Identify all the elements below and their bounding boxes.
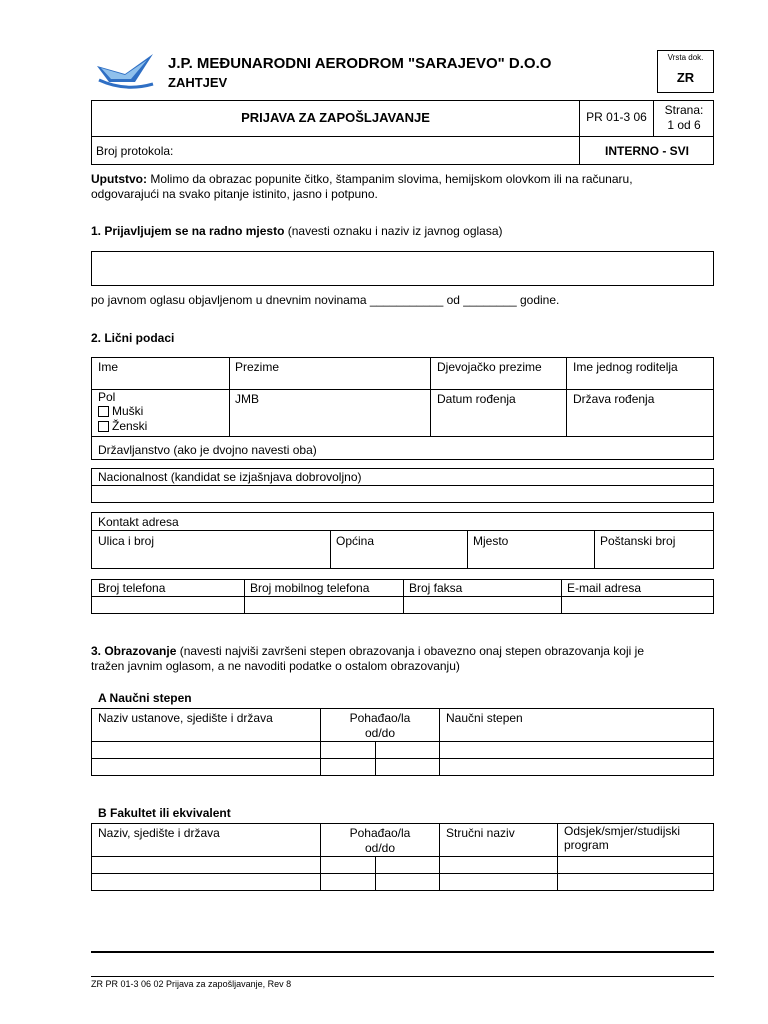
- document-subtitle: ZAHTJEV: [168, 75, 228, 90]
- section3-heading: 3. Obrazovanje (navesti najviši završeni stepen obrazovanja i obavezno onaj stepen obrazovanja koji je tražen javnim oglasom, a ne navoditi podatke o ostalom obrazovanju): [91, 644, 644, 673]
- document-type-label: Vrsta dok.: [667, 53, 704, 62]
- protocol-number-label: Broj protokola:: [96, 144, 174, 158]
- footer-text: ZR PR 01-3 06 02 Prijava za zapošljavanje, Rev 8: [91, 979, 292, 989]
- page-value: 1 od 6: [667, 118, 701, 132]
- parent-name-field[interactable]: Ime jednog roditelja: [573, 360, 678, 374]
- street-field[interactable]: Ulica i broj: [98, 534, 155, 548]
- footer-rule: [91, 951, 714, 953]
- birth-date-field[interactable]: Datum rođenja: [437, 392, 516, 406]
- gender-female-checkbox[interactable]: Ženski: [98, 419, 147, 433]
- page-label: Strana:: [664, 103, 704, 117]
- section3b-heading: B Fakultet ili ekvivalent: [98, 806, 231, 820]
- document-type-value: ZR: [676, 70, 695, 85]
- document-type-box: [657, 50, 714, 93]
- jmb-field[interactable]: JMB: [235, 392, 259, 406]
- internal-label: INTERNO - SVI: [604, 144, 689, 158]
- position-input[interactable]: [91, 251, 714, 286]
- contact-address-label: Kontakt adresa: [98, 515, 179, 529]
- company-name: J.P. MEĐUNARODNI AERODROM "SARAJEVO" D.O.O: [168, 55, 552, 72]
- municipality-field[interactable]: Općina: [336, 534, 375, 548]
- scientific-degree-header: Naučni stepen: [446, 711, 523, 725]
- female-checkbox-icon[interactable]: [98, 421, 109, 432]
- fax-field[interactable]: Broj faksa: [409, 581, 463, 595]
- section2-heading: 2. Lični podaci: [91, 331, 175, 345]
- birth-country-field[interactable]: Država rođenja: [573, 392, 655, 406]
- department-header: Odsjek/smjer/studijski program: [564, 824, 681, 852]
- airport-logo-icon: [95, 52, 157, 92]
- faculty-name-header: Naziv, sjedište i država: [98, 826, 220, 840]
- faculty-attended-header: Pohađao/la od/do: [349, 826, 411, 855]
- footer-line: [91, 976, 714, 977]
- email-field[interactable]: E-mail adresa: [567, 581, 642, 595]
- newspaper-line: po javnom oglasu objavljenom u dnevnim novinama ___________ od ________ godine.: [91, 293, 560, 307]
- professional-title-header: Stručni naziv: [446, 826, 515, 840]
- postal-code-field[interactable]: Poštanski broj: [600, 534, 676, 548]
- form-code: PR 01-3 06: [586, 110, 647, 124]
- form-title: PRIJAVA ZA ZAPOŠLJAVANJE: [241, 110, 430, 125]
- maiden-name-field[interactable]: Djevojačko prezime: [437, 360, 542, 374]
- first-name-field[interactable]: Ime: [98, 360, 119, 374]
- last-name-field[interactable]: Prezime: [235, 360, 280, 374]
- instructions: Uputstvo: Molimo da obrazac popunite čitko, štampanim slovima, hemijskom olovkom ili na računaru, odgovarajući na svako pitanje istinito, jasno i potpuno.: [91, 172, 633, 201]
- nationality-label: Nacionalnost (kandidat se izjašnjava dobrovoljno): [98, 470, 362, 484]
- male-checkbox-icon[interactable]: [98, 406, 109, 417]
- section1-heading: 1. Prijavljujem se na radno mjesto (navesti oznaku i naziv iz javnog oglasa): [91, 224, 503, 238]
- section3a-heading: A Naučni stepen: [98, 691, 192, 705]
- phone-field[interactable]: Broj telefona: [98, 581, 166, 595]
- institution-header: Naziv ustanove, sjedište i država: [98, 711, 273, 725]
- gender-male-checkbox[interactable]: Muški: [98, 404, 143, 418]
- city-field[interactable]: Mjesto: [473, 534, 509, 548]
- gender-label: Pol: [98, 390, 116, 404]
- attended-header: Pohađao/la od/do: [349, 711, 411, 740]
- mobile-field[interactable]: Broj mobilnog telefona: [250, 581, 370, 595]
- citizenship-field[interactable]: Državljanstvo (ako je dvojno navesti oba): [98, 443, 317, 457]
